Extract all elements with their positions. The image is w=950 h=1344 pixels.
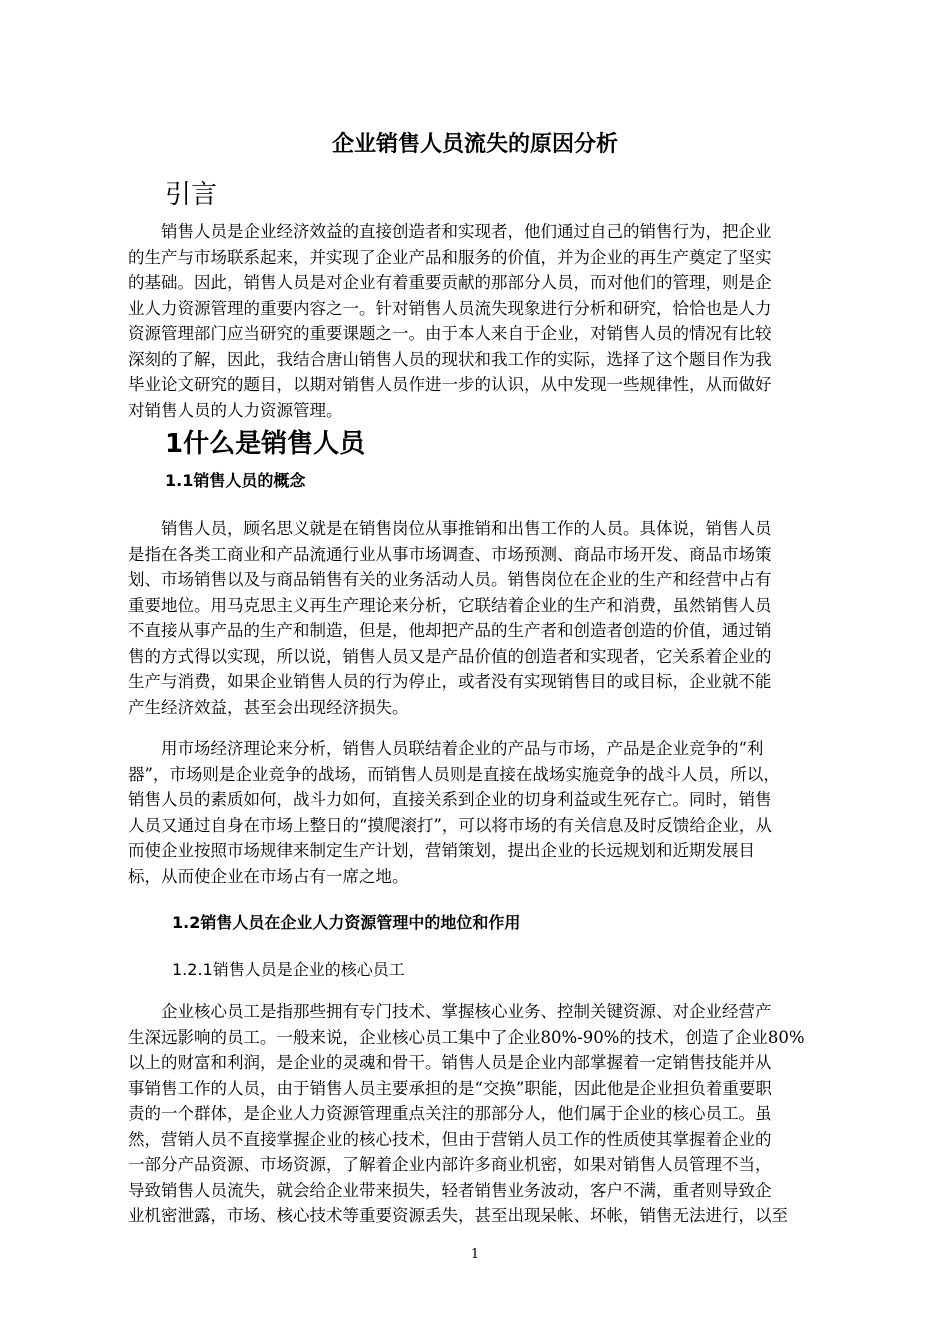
page-number: 1 [470, 1247, 480, 1262]
text-line: 标，从而使企业在市场占有一席之地。 [128, 866, 409, 886]
text-line: 而使企业按照市场规律来制定生产计划，营销策划，提出企业的长远规划和近期发展目 [128, 841, 755, 860]
text-line: 业人力资源管理的重要内容之一。针对销售人员流失现象进行分析和研究，恰恰也是人力 [128, 298, 772, 318]
text-line: 不直接从事产品的生产和制造，但是，他却把产品的生产者和创造者创造的价值，通过销 [128, 621, 772, 640]
text-line: 售的方式得以实现，所以说，销售人员又是产品价值的创造者和实现者，它关系着企业的 [128, 646, 772, 666]
text-line: 业机密泄露，市场、核心技术等重要资源丢失，甚至出现呆帐、坏帐，销售无法进行，以至 [128, 1206, 788, 1225]
text-line: 生产与消费，如果企业销售人员的行为停止，或者没有实现销售目的或目标，企业就不能 [128, 672, 772, 691]
section-1-2-heading: 1.2销售人员在企业人力资源管理中的地位和作用 [172, 913, 521, 932]
text-line: 企业核心员工是指那些拥有专门技术、掌握核心业务、控制关键资源、对企业经营产 [128, 1002, 772, 1021]
text-line: 重要地位。用马克思主义再生产理论来分析，它联结着企业的生产和消费，虽然销售人员 [128, 595, 772, 615]
paragraph-concept-2 [128, 736, 858, 889]
section-1-heading: 1什么是销售人员 [165, 429, 366, 459]
text-line: 销售人员，顾名思义就是在销售岗位从事推销和出售工作的人员。具体说，销售人员 [128, 519, 772, 538]
text-line: 一部分产品资源、市场资源，了解着企业内部许多商业机密，如果对销售人员管理不当， [128, 1155, 772, 1174]
text-line: 销售人员是企业经济效益的直接创造者和实现者，他们通过自己的销售行为，把企业 [128, 222, 772, 241]
text-line: 划、市场销售以及与商品销售有关的业务活动人员。销售岗位在企业的生产和经营中占有 [128, 570, 772, 589]
text-line: 的生产与市场联系起来，并实现了企业产品和服务的价值，并为企业的再生产奠定了坚实 [128, 247, 772, 267]
section-1-2-1-heading: 1.2.1销售人员是企业的核心员工 [172, 960, 405, 979]
text-line: 产生经济效益，甚至会出现经济损失。 [128, 697, 409, 717]
text-line: 生深远影响的员工。一般来说，企业核心员工集中了企业80%-90%的技术，创造了企业80% [128, 1027, 805, 1047]
document-title: 企业销售人员流失的原因分析 [331, 132, 618, 157]
text-line: 是指在各类工商业和产品流通行业从事市场调查、市场预测、商品市场开发、商品市场策 [128, 544, 772, 564]
section-1-1-heading: 1.1销售人员的概念 [165, 471, 306, 490]
text-line: 然，营销人员不直接掌握企业的核心技术，但由于营销人员工作的性质使其掌握着企业的 [128, 1129, 772, 1149]
intro-paragraph [128, 219, 858, 423]
intro-heading: 引言 [165, 180, 218, 210]
text-line: 事销售工作的人员，由于销售人员主要承担的是“交换”职能，因此他是企业担负着重要职 [128, 1078, 772, 1098]
text-line: 深刻的了解，因此，我结合唐山销售人员的现状和我工作的实际，选择了这个题目作为我 [128, 349, 772, 369]
text-line: 器”，市场则是企业竞争的战场，而销售人员则是直接在战场实施竞争的战斗人员，所以， [128, 764, 780, 784]
text-line: 资源管理部门应当研究的重要课题之一。由于本人来自于企业，对销售人员的情况有比较 [128, 324, 772, 343]
text-line: 对销售人员的人力资源管理。 [128, 400, 343, 420]
text-line: 用市场经济理论来分析，销售人员联结着企业的产品与市场，产品是企业竞争的“利 [128, 739, 764, 758]
text-line: 人员又通过自身在市场上整日的“摸爬滚打”，可以将市场的有关信息及时反馈给企业，从 [128, 815, 772, 835]
text-line: 的基础。因此，销售人员是对企业有着重要贡献的那部分人员，而对他们的管理，则是企 [128, 273, 772, 292]
text-line: 责的一个群体，是企业人力资源管理重点关注的那部分人，他们属于企业的核心员工。虽 [128, 1104, 772, 1123]
text-line: 毕业论文研究的题目，以期对销售人员作进一步的认识，从中发现一些规律性，从而做好 [128, 375, 772, 394]
paragraph-core-employee [128, 999, 858, 1229]
paragraph-concept-1 [128, 516, 858, 720]
text-line: 导致销售人员流失，就会给企业带来损失，轻者销售业务波动，客户不满，重者则导致企 [128, 1180, 772, 1200]
text-line: 以上的财富和利润，是企业的灵魂和骨干。销售人员是企业内部掌握着一定销售技能并从 [128, 1053, 772, 1072]
text-line: 销售人员的素质如何，战斗力如何，直接关系到企业的切身利益或生死存亡。同时，销售 [128, 790, 772, 809]
